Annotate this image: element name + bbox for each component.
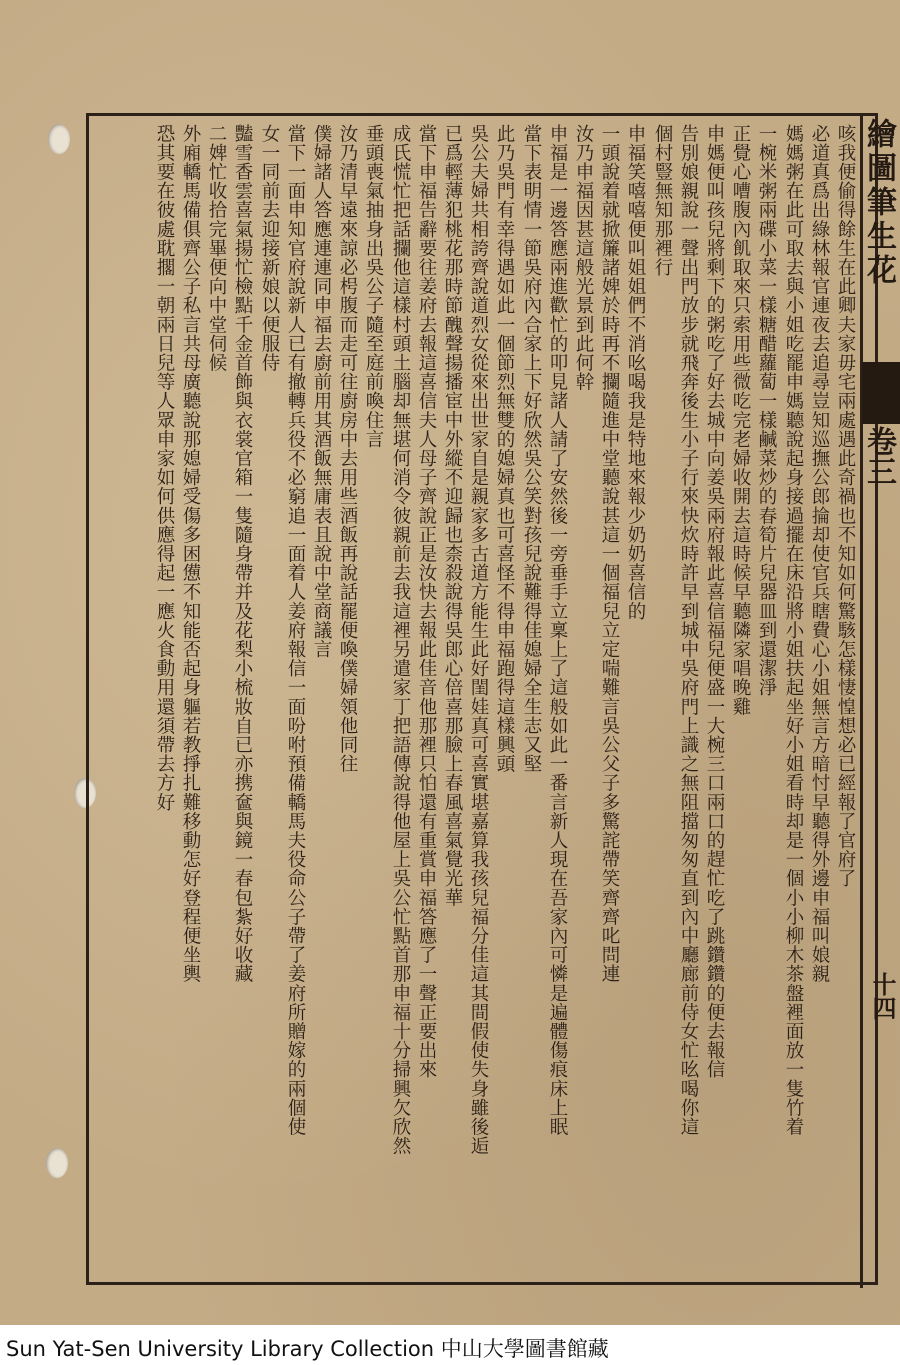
text-column: 一頭說着就掀簾諸婢於時再不攔隨進中堂聽說甚這一個福兒立定喘難言吳公父子多驚詫帶笑齊齊叱問連 xyxy=(599,124,620,984)
text-column: 告別娘親說一聲出門放步就飛奔後生小子行來快炊時許早到城中吳府門上識之無阻擋匆匆直到內中廳廊前侍女忙吆喝你這 xyxy=(678,124,699,1137)
text-column: 當下一面申知官府說新人已有撤轉兵役不必窮追一面着人姜府報信一面吩咐預備轎馬夫役命公子帶了姜府所贈嫁的兩個使 xyxy=(285,124,306,1137)
text-column: 僕婦諸人答應連連同申福去廚前用其酒飯無庸表且說中堂商議言 xyxy=(311,124,332,659)
text-column: 豔雪香雲喜氣揚忙檢點千金首飾與衣裳官箱一隻隨身帶并及花梨小梳妝自已亦携奩與鏡一春包紮好收藏 xyxy=(232,124,253,984)
text-column: 申媽便叫孩兒將剩下的粥吃了好去城中向姜吳兩府報此喜信福兒便盛一大椀三口兩口的趕忙吃了跳鑽鑽的便去報信 xyxy=(704,124,725,1079)
volume-label: 卷三 xyxy=(861,426,896,486)
book-title: 繪圖筆生花 xyxy=(861,118,896,288)
binding-hole-top xyxy=(48,124,70,154)
text-column: 媽媽粥在此可取去與小姐吃罷申媽聽說起身接過擺在床沿將小姐扶起坐好小姐看時却是一個小小柳木茶盤裡面放一隻竹着 xyxy=(783,124,804,1137)
binding-hole-bottom xyxy=(46,1148,68,1178)
text-column: 汝乃申福因甚這般光景到此何幹 xyxy=(573,124,594,392)
text-column: 當下申福告辭要往姜府去報這喜信夫人母子齊說正是汝快去報此佳音他那裡只怕還有重賞申福答應了一聲正要出來 xyxy=(416,124,437,1079)
text-column: 咳我便偷得餘生在此卿夫家毋宅兩處遇此奇禍也不知如何驚駭怎樣悽惶想必已經報了官府了 xyxy=(835,124,856,888)
fishtail-mark xyxy=(862,362,900,424)
text-column: 申福是一邊答應兩進歡忙的叩見諸人請了安然後一旁垂手立稟上了這般如此一番言新人現在吾家內可憐是遍體傷痕床上眠 xyxy=(547,124,568,1137)
text-column: 當下表明情一節吳府內合家上下好欣然吳公笑對孩兒說難得佳媳婦全生志又堅 xyxy=(521,124,542,774)
text-column: 申福笑嘻嘻便叫姐姐們不消吆喝我是特地來報少奶奶喜信的 xyxy=(625,124,646,621)
collection-credit: Sun Yat-Sen University Library Collection 中山大學圖書館藏 xyxy=(6,1337,609,1361)
text-column: 汝乃清早遠來諒必枵腹而走可往廚房中去用些酒飯再說話罷便喚僕婦領他同往 xyxy=(337,124,358,774)
text-column: 此乃吳門有幸得遇如此一個節烈無雙的媳婦真也可喜怪不得申福跑得這樣興頭 xyxy=(494,124,515,774)
text-column: 二婢忙收拾完畢便向中堂伺候 xyxy=(206,124,227,373)
text-column: 個村豎無知那裡行 xyxy=(652,124,673,277)
text-column: 已爲輕薄犯桃花那時節醜聲揚播宦中外縱不迎歸也柰殺說得吳郎心倍喜那臉上春風喜氣覺光華 xyxy=(442,124,463,908)
text-column: 外廂轎馬備俱齊公子私言共母廣聽說那媳婦受傷多困憊不知能否起身軀若教掙扎難移動怎好登程便坐輿 xyxy=(180,124,201,984)
footer-bar xyxy=(0,1325,900,1365)
text-column: 垂頭喪氣抽身出吳公子隨至庭前喚住言 xyxy=(363,124,384,449)
text-column: 一椀米粥兩碟小菜一樣糖醋蘿蔔一樣鹹菜炒的春筍片兒器皿到還潔淨 xyxy=(756,124,777,697)
page-number: 十四 xyxy=(868,972,897,1020)
text-column: 恐其要在彼處耽擱一朝兩日兒等人眾申家如何供應得起一應火食動用還須帶去方好 xyxy=(154,124,175,812)
text-column: 女一同前去迎接新娘以便服侍 xyxy=(259,124,280,373)
text-column: 成氏慌忙把話攔他這樣村頭土腦却無堪何消令彼親前去我這裡另遣家丁把語傳說得他屋上吳公忙點首那申福十分掃興欠欣然 xyxy=(390,124,411,1156)
text-column: 正覺心嘈腹內飢取來只索用些微吃完老婦收開去這時候早聽隣家唱晚雞 xyxy=(730,124,751,717)
text-column: 必道真爲出綠林報官連夜去追尋豈知巡撫公郎掄却使官兵瞎費心小姐無言方暗忖早聽得外邊申福叫娘親 xyxy=(809,124,830,984)
text-column: 吳公夫婦共相誇齊說道烈女從來出世家自是親家多古道方能生此好閨娃真可喜實堪嘉算我孩兒福分佳這其間假使失身雖後逅 xyxy=(468,124,489,1156)
